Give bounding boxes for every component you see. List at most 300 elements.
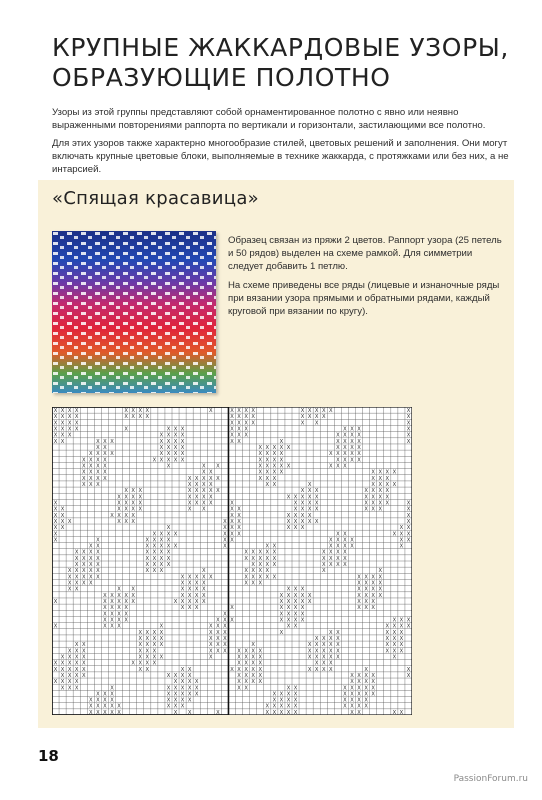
chart-stitch-mark: X [110,697,114,704]
chart-stitch-mark: X [279,599,284,606]
chart-stitch-mark: X [286,512,291,519]
chart-stitch-mark: X [216,617,220,624]
chart-stitch-mark: X [378,494,383,501]
chart-stitch-mark: X [286,611,291,618]
chart-stitch-mark: X [124,611,128,618]
chart-stitch-mark: X [314,500,319,507]
chart-stitch-mark: X [103,617,107,624]
chart-stitch-mark: X [321,660,326,667]
chart-stitch-mark: X [60,408,65,415]
chart-stitch-mark: X [265,555,270,562]
chart-stitch-mark: X [314,420,319,427]
chart-stitch-mark: X [173,543,178,550]
chart-stitch-mark: X [53,432,58,439]
chart-stitch-mark: X [159,531,164,538]
chart-stitch-mark: X [279,629,284,636]
chart-stitch-mark: X [300,414,305,421]
chart-stitch-mark: X [406,426,411,433]
chart-stitch-mark: X [53,512,58,519]
chart-stitch-mark: X [237,506,241,513]
chart-stitch-mark: X [293,525,298,532]
chart-stitch-mark: X [237,679,241,686]
chart-stitch-mark: X [53,420,58,427]
chart-stitch-mark: X [371,586,375,593]
chart-stitch-mark: X [293,611,298,618]
chart-stitch-mark: X [357,586,361,593]
chart-stitch-mark: X [138,488,143,495]
chart-stitch-mark: X [237,525,241,532]
chart-stitch-mark: X [173,445,178,452]
chart-stitch-mark: X [96,574,100,581]
chart-stitch-mark: X [357,605,361,612]
chart-stitch-mark: X [67,420,72,427]
chart-stitch-mark: X [244,666,248,673]
page-title [52,33,512,93]
chart-stitch-mark: X [385,488,390,495]
chart-stitch-mark: X [343,562,347,569]
chart-stitch-mark: X [371,494,375,501]
chart-stitch-mark: X [166,697,171,704]
chart-stitch-mark: X [371,580,375,587]
chart-stitch-mark: X [166,438,171,445]
chart-stitch-mark: X [223,617,227,624]
chart-stitch-mark: X [244,555,248,562]
chart-stitch-mark: X [258,654,263,661]
chart-stitch-mark: X [96,543,100,550]
chart-stitch-mark: X [60,679,65,686]
chart-stitch-mark: X [364,679,368,686]
chart-stitch-mark: X [60,525,65,532]
chart-stitch-mark: X [96,562,100,569]
chart-stitch-mark: X [392,481,397,488]
chart-stitch-mark: X [209,500,213,507]
chart-stitch-mark: X [307,488,312,495]
chart-stitch-mark: X [329,660,333,667]
chart-stitch-mark: X [180,703,185,710]
chart-stitch-mark: X [314,506,319,513]
chart-stitch-mark: X [357,432,361,439]
chart-stitch-mark: X [124,500,128,507]
chart-stitch-mark: X [223,635,227,642]
chart-stitch-mark: X [67,679,72,686]
chart-stitch-mark: X [406,617,411,624]
chart-stitch-mark: X [230,537,234,544]
chart-stitch-mark: X [180,697,185,704]
chart-stitch-mark: X [385,469,390,476]
chart-stitch-mark: X [187,697,192,704]
chart-stitch-mark: X [223,629,227,636]
chart-stitch-mark: X [67,685,72,692]
chart-stitch-mark: X [81,562,86,569]
chart-stitch-mark: X [350,543,354,550]
chart-stitch-mark: X [265,451,270,458]
chart-stitch-mark: X [336,555,340,562]
chart-stitch-mark: X [258,445,263,452]
chart-stitch-mark: X [251,408,255,415]
chart-stitch-mark: X [364,685,368,692]
chart-stitch-mark: X [258,648,263,655]
chart-stitch-mark: X [194,580,199,587]
chart-stitch-mark: X [399,525,404,532]
chart-stitch-mark: X [74,562,79,569]
chart-stitch-mark: X [336,543,340,550]
chart-stitch-mark: X [74,648,79,655]
chart-stitch-mark: X [251,414,255,421]
chart-stitch-mark: X [237,414,241,421]
chart-stitch-mark: X [244,420,248,427]
chart-stitch-mark: X [166,432,171,439]
chart-stitch-mark: X [110,691,114,698]
chart-stitch-mark: X [152,543,157,550]
chart-stitch-mark: X [392,623,397,630]
chart-stitch-mark: X [230,531,234,538]
chart-stitch-mark: X [166,426,171,433]
chart-stitch-mark: X [81,457,86,464]
chart-stitch-mark: X [399,617,404,624]
chart-stitch-mark: X [244,574,248,581]
chart-stitch-mark: X [81,555,86,562]
chart-stitch-mark: X [230,426,234,433]
chart-stitch-mark: X [145,629,150,636]
chart-stitch-mark: X [329,666,333,673]
chart-stitch-mark: X [350,432,354,439]
chart-stitch-mark: X [357,685,361,692]
chart-stitch-mark: X [251,555,255,562]
chart-stitch-mark: X [96,709,100,715]
chart-stitch-mark: X [237,518,241,525]
chart-stitch-mark: X [89,463,93,470]
chart-stitch-mark: X [307,494,312,501]
chart-stitch-mark: X [385,500,390,507]
chart-stitch-mark: X [201,481,206,488]
chart-stitch-mark: X [96,457,100,464]
chart-stitch-mark: X [230,666,234,673]
chart-stitch-mark: X [187,500,192,507]
chart-stitch-mark: X [406,512,411,519]
chart-stitch-mark: X [350,537,354,544]
chart-stitch-mark: X [364,605,368,612]
chart-stitch-mark: X [223,525,227,532]
chart-stitch-mark: X [251,562,255,569]
intro-paragraph-1: Узоры из этой группы представляют собой орнаментированное полотно с явно или неявно выраженными повторениями раппорта по вертикали и горизонтали, застилающими все полотно. [52,107,486,131]
chart-stitch-mark: X [329,635,333,642]
chart-stitch-mark: X [336,654,340,661]
chart-stitch-mark: X [371,599,375,606]
chart-stitch-mark: X [378,586,383,593]
chart-stitch-mark: X [244,654,248,661]
chart-stitch-mark: X [145,408,150,415]
chart-stitch-mark: X [343,457,347,464]
chart-stitch-mark: X [293,494,298,501]
chart-stitch-mark: X [201,469,206,476]
chart-stitch-mark: X [244,432,248,439]
chart-stitch-mark: X [230,605,234,612]
chart-stitch-mark: X [60,518,65,525]
chart-stitch-mark: X [53,537,58,544]
chart-stitch-mark: X [166,672,171,679]
chart-stitch-mark: X [110,611,114,618]
chart-stitch-mark: X [152,531,157,538]
chart-stitch-mark: X [336,432,340,439]
chart-stitch-mark: X [103,475,107,482]
chart-stitch-mark: X [265,709,270,715]
chart-stitch-mark: X [67,518,72,525]
chart-stitch-mark: X [343,531,347,538]
chart-stitch-mark: X [258,666,263,673]
chart-stitch-mark: X [96,463,100,470]
chart-stitch-mark: X [336,457,340,464]
chart-stitch-mark: X [152,660,157,667]
chart-stitch-mark: X [300,512,305,519]
chart-stitch-mark: X [237,432,241,439]
chart-stitch-mark: X [96,568,100,575]
chart-stitch-mark: X [60,666,65,673]
chart-stitch-mark: X [194,691,199,698]
chart-stitch-mark: X [293,623,298,630]
chart-stitch-mark: X [117,518,121,525]
chart-stitch-mark: X [96,469,100,476]
chart-stitch-mark: X [237,666,241,673]
chart-stitch-mark: X [187,685,192,692]
chart-stitch-mark: X [357,672,361,679]
chart-stitch-mark: X [138,408,143,415]
chart-stitch-mark: X [343,685,347,692]
chart-stitch-mark: X [194,685,199,692]
chart-stitch-mark: X [293,592,298,599]
chart-stitch-mark: X [117,500,121,507]
chart-stitch-mark: X [201,599,206,606]
chart-stitch-mark: X [180,426,185,433]
chart-stitch-mark: X [117,605,121,612]
chart-stitch-mark: X [74,666,79,673]
pattern-title: «Спящая красавица» [52,188,259,209]
chart-stitch-mark: X [279,697,284,704]
chart-stitch-mark: X [244,679,248,686]
chart-stitch-mark: X [103,611,107,618]
chart-stitch-mark: X [180,586,185,593]
chart-stitch-mark: X [201,592,206,599]
chart-stitch-mark: X [209,635,213,642]
chart-stitch-mark: X [103,709,107,715]
chart-stitch-mark: X [152,642,157,649]
chart-stitch-mark: X [89,481,93,488]
chart-stitch-mark: X [53,531,58,538]
chart-stitch-mark: X [103,623,107,630]
chart-stitch-mark: X [230,500,234,507]
chart-stitch-mark: X [307,414,312,421]
chart-stitch-mark: X [89,697,93,704]
chart-stitch-mark: X [53,599,58,606]
chart-stitch-mark: X [89,555,93,562]
chart-stitch-mark: X [286,518,291,525]
chart-stitch-mark: X [336,445,340,452]
chart-stitch-mark: X [96,451,100,458]
chart-stitch-mark: X [364,586,368,593]
chart-stitch-mark: X [209,623,213,630]
chart-stitch-mark: X [60,685,65,692]
chart-stitch-mark: X [392,469,397,476]
chart-stitch-mark: X [286,463,291,470]
chart-stitch-mark: X [286,703,291,710]
chart-stitch-mark: X [329,555,333,562]
chart-stitch-mark: X [336,549,340,556]
chart-stitch-mark: X [103,691,107,698]
chart-stitch-mark: X [60,654,65,661]
chart-stitch-mark: X [173,531,178,538]
chart-stitch-mark: X [237,654,241,661]
chart-stitch-mark: X [201,494,206,501]
chart-stitch-mark: X [187,666,192,673]
chart-stitch-mark: X [286,445,291,452]
chart-stitch-mark: X [399,543,404,550]
chart-stitch-mark: X [67,426,72,433]
chart-stitch-mark: X [364,506,368,513]
chart-stitch-mark: X [145,543,150,550]
chart-stitch-mark: X [138,642,143,649]
chart-stitch-mark: X [392,531,397,538]
chart-stitch-mark: X [378,475,383,482]
chart-stitch-mark: X [74,568,79,575]
chart-stitch-mark: X [343,543,347,550]
chart-stitch-mark: X [406,525,411,532]
chart-stitch-mark: X [258,672,263,679]
chart-stitch-mark: X [159,629,164,636]
chart-stitch-mark: X [279,469,284,476]
chart-stitch-mark: X [81,568,86,575]
chart-stitch-mark: X [406,420,411,427]
chart-stitch-mark: X [399,642,404,649]
chart-stitch-mark: X [53,679,58,686]
chart-stitch-mark: X [216,463,220,470]
chart-stitch-mark: X [392,648,397,655]
chart-stitch-mark: X [357,574,361,581]
chart-stitch-mark: X [244,408,248,415]
chart-stitch-mark: X [343,691,347,698]
chart-stitch-mark: X [378,568,383,575]
chart-stitch-mark: X [399,648,404,655]
chart-stitch-mark: X [194,494,199,501]
chart-stitch-mark: X [265,703,270,710]
chart-stitch-mark: X [67,586,72,593]
chart-stitch-mark: X [96,703,100,710]
chart-stitch-mark: X [364,494,368,501]
chart-stitch-mark: X [230,414,234,421]
chart-stitch-mark: X [357,457,361,464]
chart-stitch-mark: X [272,555,277,562]
chart-stitch-mark: X [272,457,277,464]
chart-stitch-mark: X [81,648,86,655]
chart-stitch-mark: X [131,506,135,513]
chart-stitch-mark: X [357,451,361,458]
chart-stitch-mark: X [53,426,58,433]
chart-stitch-mark: X [293,697,298,704]
chart-stitch-mark: X [343,697,347,704]
chart-stitch-mark: X [244,685,248,692]
chart-stitch-mark: X [96,481,100,488]
chart-stitch-mark: X [307,518,312,525]
chart-stitch-mark: X [180,679,185,686]
chart-stitch-mark: X [357,703,361,710]
chart-stitch-mark: X [364,592,368,599]
chart-stitch-mark: X [81,580,86,587]
chart-stitch-mark: X [173,438,178,445]
pattern-description [228,234,502,324]
chart-stitch-mark: X [223,537,227,544]
chart-stitch-mark: X [81,481,86,488]
chart-stitch-mark: X [60,506,65,513]
chart-stitch-mark: X [81,463,86,470]
chart-stitch-mark: X [307,642,312,649]
chart-stitch-mark: X [251,648,255,655]
chart-stitch-mark: X [89,543,93,550]
chart-stitch-mark: X [251,574,255,581]
chart-stitch-mark: X [272,451,277,458]
chart-stitch-mark: X [258,451,263,458]
chart-stitch-mark: X [279,457,284,464]
chart-stitch-mark: X [371,691,375,698]
chart-stitch-mark: X [110,605,114,612]
chart-stitch-mark: X [244,672,248,679]
chart-stitch-mark: X [74,660,79,667]
chart-stitch-mark: X [371,469,375,476]
chart-stitch-mark: X [265,568,270,575]
chart-stitch-mark: X [230,617,234,624]
chart-stitch-mark: X [131,586,135,593]
chart-stitch-mark: X [117,623,121,630]
chart-stitch-mark: X [307,506,312,513]
chart-stitch-mark: X [110,685,114,692]
chart-stitch-mark: X [187,605,192,612]
chart-stitch-mark: X [103,445,107,452]
chart-stitch-mark: X [124,414,128,421]
chart-stitch-mark: X [279,617,284,624]
chart-stitch-mark: X [74,408,79,415]
chart-stitch-mark: X [187,494,192,501]
chart-stitch-mark: X [110,617,114,624]
chart-stitch-mark: X [406,623,411,630]
chart-stitch-mark: X [265,457,270,464]
chart-stitch-mark: X [279,605,284,612]
chart-stitch-mark: X [399,629,404,636]
chart-stitch-mark: X [152,648,157,655]
chart-stitch-mark: X [343,555,347,562]
chart-stitch-mark: X [237,531,241,538]
chart-stitch-mark: X [145,666,150,673]
chart-stitch-mark: X [201,506,206,513]
chart-stitch-mark: X [81,672,86,679]
chart-stitch-mark: X [187,506,192,513]
chart-stitch-mark: X [329,408,333,415]
chart-stitch-mark: X [89,451,93,458]
chart-stitch-mark: X [166,463,171,470]
chart-stitch-mark: X [152,654,157,661]
chart-stitch-mark: X [350,451,354,458]
chart-stitch-mark: X [223,611,227,618]
chart-stitch-mark: X [187,488,192,495]
chart-stitch-mark: X [216,623,220,630]
chart-stitch-mark: X [307,500,312,507]
chart-stitch-mark: X [60,414,65,421]
chart-stitch-mark: X [103,463,107,470]
chart-stitch-mark: X [258,555,263,562]
page-title-line-1: КРУПНЫЕ ЖАККАРДОВЫЕ УЗОРЫ, [52,33,509,62]
chart-stitch-mark: X [53,408,58,415]
chart-stitch-mark: X [89,475,93,482]
chart-stitch-mark: X [314,408,319,415]
chart-stitch-mark: X [74,679,79,686]
chart-stitch-mark: X [300,605,305,612]
chart-stitch-mark: X [138,506,143,513]
